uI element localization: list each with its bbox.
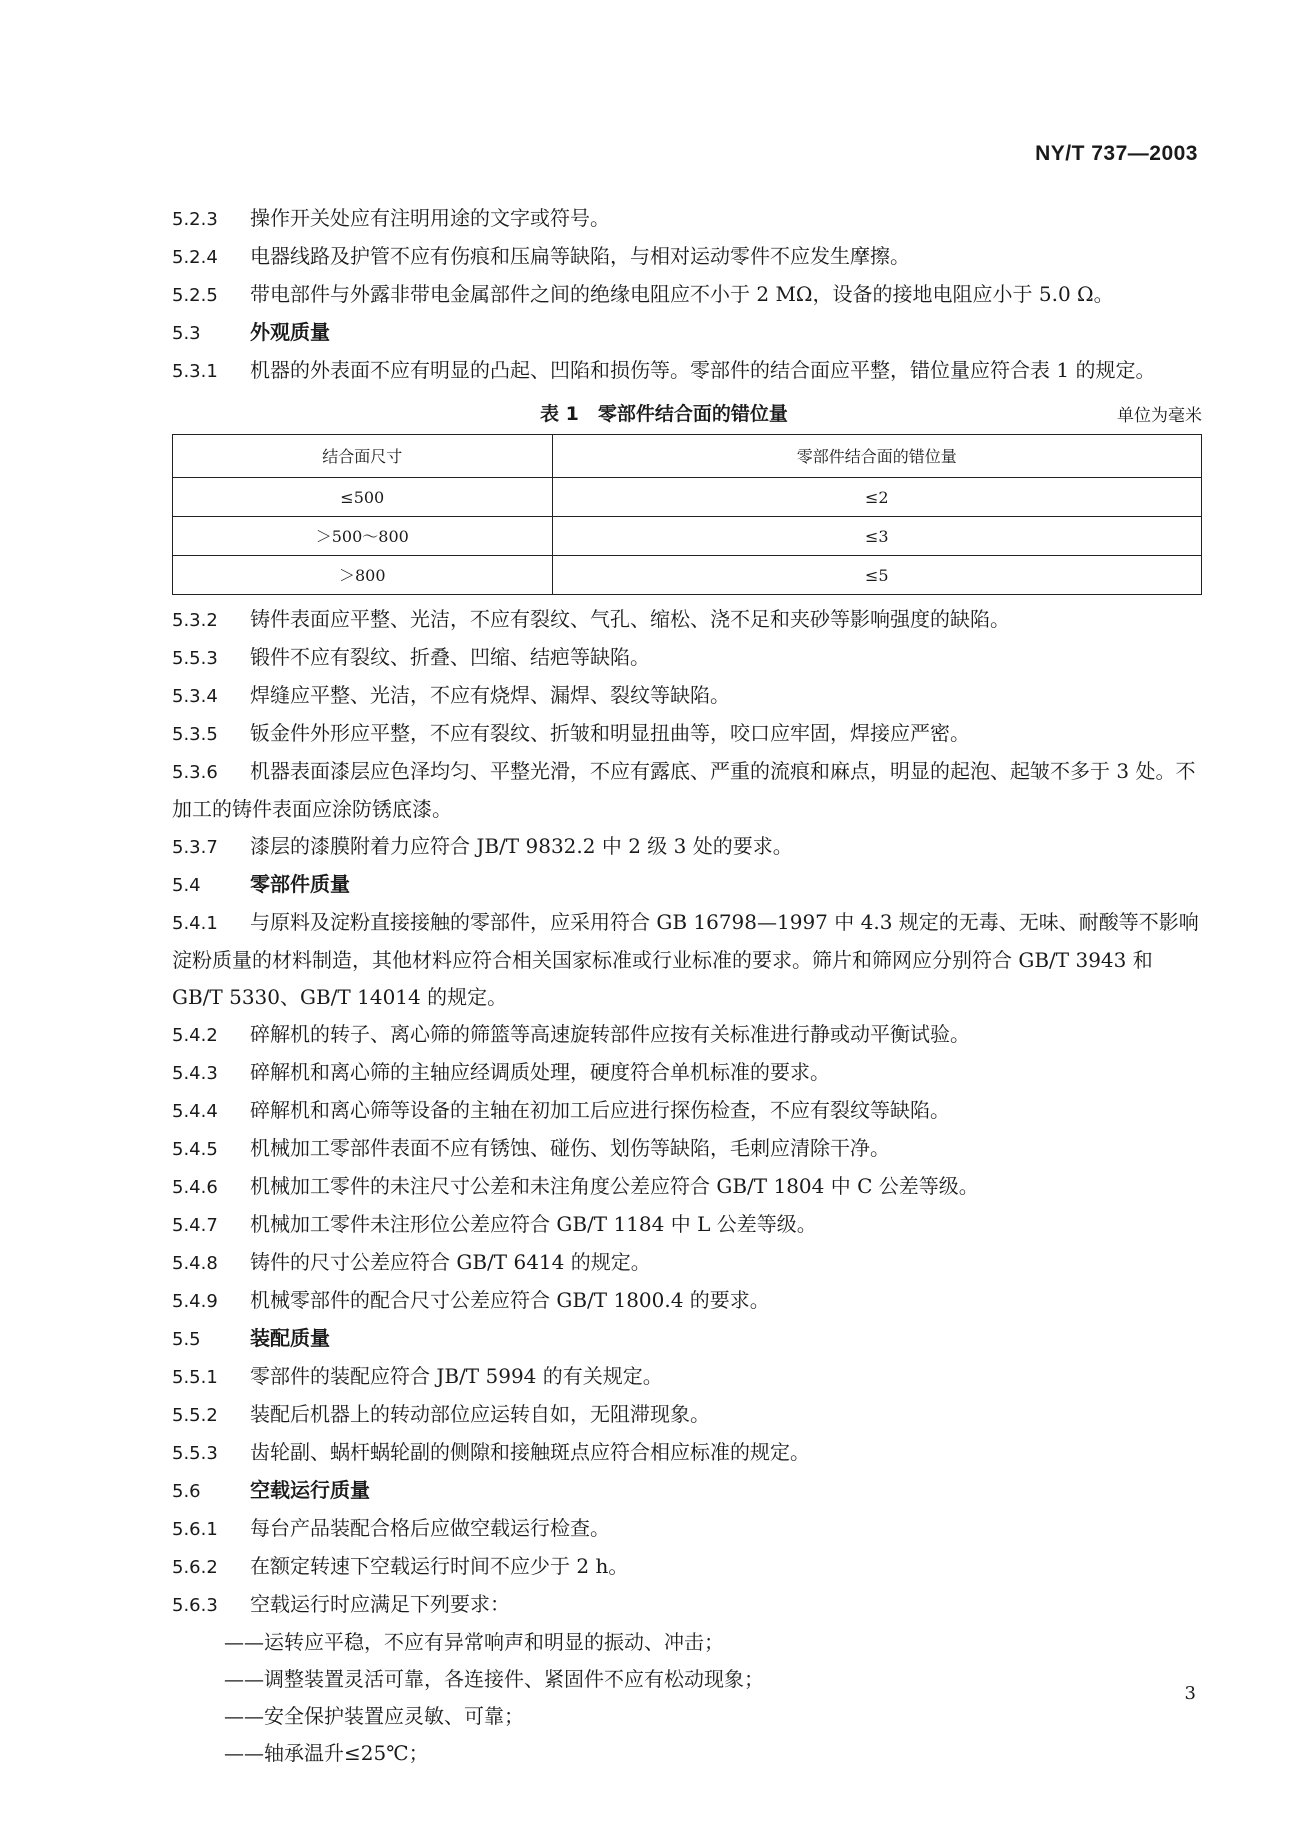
section-title: 空载运行质量: [250, 1478, 370, 1502]
clause-text: 带电部件与外露非带电金属部件之间的绝缘电阻应不小于 2 MΩ，设备的接地电阻应小于 5.0 Ω。: [250, 282, 1114, 306]
clause: [172, 904, 1202, 1016]
clause-number: 5.4.2: [172, 1025, 218, 1046]
table-header-cell: 结合面尺寸: [173, 435, 553, 478]
clause: [172, 200, 1202, 238]
clause: [172, 1244, 1202, 1282]
clause-text: 机械零部件的配合尺寸公差应符合 GB/T 1800.4 的要求。: [250, 1288, 770, 1312]
table-cell: ≤2: [552, 478, 1201, 517]
list-item: ——运转应平稳，不应有异常响声和明显的振动、冲击；: [224, 1630, 724, 1654]
list-item: ——轴承温升≤25℃；: [224, 1741, 429, 1765]
clause-text: 齿轮副、蜗杆蜗轮副的侧隙和接触斑点应符合相应标准的规定。: [250, 1440, 810, 1464]
clause-number: 5.6.2: [172, 1557, 218, 1578]
clause-number: 5.5.1: [172, 1367, 218, 1388]
clause-number: 5.3.2: [172, 610, 218, 631]
clause-number: 5.4.4: [172, 1101, 218, 1122]
clause: [172, 1396, 1202, 1434]
clause: [172, 753, 1202, 828]
clause-number: 5.4.5: [172, 1139, 218, 1160]
table-cell: ＞500～800: [173, 517, 553, 556]
clause-text: 钣金件外形应平整，不应有裂纹、折皱和明显扭曲等，咬口应牢固，焊接应严密。: [250, 721, 970, 745]
clause-number: 5.2.3: [172, 209, 218, 230]
document-body: [172, 200, 1202, 1772]
section-heading: [172, 866, 1202, 904]
clause: [172, 352, 1202, 390]
list-item: ——安全保护装置应灵敏、可靠；: [224, 1704, 524, 1728]
clause-number: 5.3.7: [172, 837, 218, 858]
section-heading: [172, 314, 1202, 352]
clause-number: 5.5.3: [172, 1443, 218, 1464]
clause-text: 电器线路及护管不应有伤痕和压扁等缺陷，与相对运动零件不应发生摩擦。: [250, 244, 910, 268]
clause: [172, 1054, 1202, 1092]
list-item: ——调整装置灵活可靠，各连接件、紧固件不应有松动现象；: [224, 1667, 764, 1691]
clause-number: 5.2.4: [172, 247, 218, 268]
clause-text: 在额定转速下空载运行时间不应少于 2 h。: [250, 1554, 629, 1578]
clause: [172, 1510, 1202, 1548]
clause-text: 铸件的尺寸公差应符合 GB/T 6414 的规定。: [250, 1250, 651, 1274]
section-number: 5.5: [172, 1329, 201, 1350]
clause-text: 装配后机器上的转动部位应运转自如，无阻滞现象。: [250, 1402, 710, 1426]
clause: [172, 1586, 1202, 1624]
clause-number: 5.4.1: [172, 913, 218, 934]
section-number: 5.6: [172, 1481, 201, 1502]
table-row: [173, 517, 1202, 556]
clause-number: 5.3.1: [172, 361, 218, 382]
clause: [172, 1282, 1202, 1320]
section-number: 5.4: [172, 875, 201, 896]
table-cell: ＞800: [173, 556, 553, 595]
table-cell: ≤3: [552, 517, 1201, 556]
clause-number: 5.4.8: [172, 1253, 218, 1274]
clause-text: 每台产品装配合格后应做空载运行检查。: [250, 1516, 610, 1540]
clause: [172, 238, 1202, 276]
clause: [172, 1206, 1202, 1244]
clause-text: 零部件的装配应符合 JB/T 5994 的有关规定。: [250, 1364, 663, 1388]
table-cell: ≤500: [173, 478, 553, 517]
standard-code: NY/T 737—2003: [1035, 142, 1198, 165]
clause: [172, 1358, 1202, 1396]
clause-number: 5.3.5: [172, 724, 218, 745]
clause: [172, 1092, 1202, 1130]
clause-text: 铸件表面应平整、光洁，不应有裂纹、气孔、缩松、浇不足和夹砂等影响强度的缺陷。: [250, 607, 1010, 631]
clause-text: 机械加工零件的未注尺寸公差和未注角度公差应符合 GB/T 1804 中 C 公差等级。: [250, 1174, 979, 1198]
section-title: 外观质量: [250, 320, 330, 344]
clause-text: 焊缝应平整、光洁，不应有烧焊、漏焊、裂纹等缺陷。: [250, 683, 730, 707]
table-cell: ≤5: [552, 556, 1201, 595]
clause: [172, 1016, 1202, 1054]
clause-number: 5.4.6: [172, 1177, 218, 1198]
clause: [172, 276, 1202, 314]
clause-text: 碎解机和离心筛的主轴应经调质处理，硬度符合单机标准的要求。: [250, 1060, 830, 1084]
clause-text: 与原料及淀粉直接接触的零部件，应采用符合 GB 16798—1997 中 4.3 规定的无毒、无味、耐酸等不影响淀粉质量的材料制造，其他材料应符合相关国家标准或行业标准的要求。筛片和筛网应分别符合 GB/T 3943 和 GB/T 5330、GB/T 14014 的规定。: [172, 910, 1199, 1009]
table-caption: [172, 394, 1202, 434]
section-heading: [172, 1320, 1202, 1358]
table-header-row: [173, 435, 1202, 478]
clause-number: 5.5.2: [172, 1405, 218, 1426]
deviation-table: [172, 434, 1202, 595]
clause: [172, 1168, 1202, 1206]
clause: [172, 601, 1202, 639]
section-number: 5.3: [172, 323, 201, 344]
clause: [172, 828, 1202, 866]
clause: [172, 1130, 1202, 1168]
clause: [172, 1548, 1202, 1586]
clause-number: 5.4.7: [172, 1215, 218, 1236]
clause: [172, 1434, 1202, 1472]
clause-text: 机器的外表面不应有明显的凸起、凹陷和损伤等。零部件的结合面应平整，错位量应符合表 1 的规定。: [250, 358, 1156, 382]
clause: [172, 715, 1202, 753]
clause-text: 机械加工零部件表面不应有锈蚀、碰伤、划伤等缺陷，毛刺应清除干净。: [250, 1136, 890, 1160]
table-row: [173, 556, 1202, 595]
section-title: 装配质量: [250, 1326, 330, 1350]
clause-number: 5.6.1: [172, 1519, 218, 1540]
section-title: 零部件质量: [250, 872, 350, 896]
clause-number: 5.5.3: [172, 648, 218, 669]
clause-text: 碎解机的转子、离心筛的筛篮等高速旋转部件应按有关标准进行静或动平衡试验。: [250, 1022, 970, 1046]
clause-number: 5.3.4: [172, 686, 218, 707]
table-header-cell: 零部件结合面的错位量: [552, 435, 1201, 478]
clause-text: 机械加工零件未注形位公差应符合 GB/T 1184 中 L 公差等级。: [250, 1212, 817, 1236]
table-row: [173, 478, 1202, 517]
section-heading: [172, 1472, 1202, 1510]
clause: [172, 639, 1202, 677]
clause-number: 5.4.3: [172, 1063, 218, 1084]
table-title: 表 1 零部件结合面的错位量: [540, 403, 788, 425]
clause-number: 5.6.3: [172, 1595, 218, 1616]
clause-number: 5.3.6: [172, 762, 218, 783]
clause-number: 5.2.5: [172, 285, 218, 306]
clause-number: 5.4.9: [172, 1291, 218, 1312]
clause: [172, 677, 1202, 715]
table-unit: 单位为毫米: [1117, 406, 1202, 426]
page-number: 3: [1184, 1683, 1196, 1704]
clause-text: 碎解机和离心筛等设备的主轴在初加工后应进行探伤检查，不应有裂纹等缺陷。: [250, 1098, 950, 1122]
clause-text: 锻件不应有裂纹、折叠、凹缩、结疤等缺陷。: [250, 645, 650, 669]
clause-text: 操作开关处应有注明用途的文字或符号。: [250, 206, 610, 230]
clause-text: 机器表面漆层应色泽均匀、平整光滑，不应有露底、严重的流痕和麻点，明显的起泡、起皱不多于 3 处。不加工的铸件表面应涂防锈底漆。: [172, 759, 1196, 821]
clause-text: 漆层的漆膜附着力应符合 JB/T 9832.2 中 2 级 3 处的要求。: [250, 834, 793, 858]
clause-text: 空载运行时应满足下列要求：: [250, 1592, 510, 1616]
